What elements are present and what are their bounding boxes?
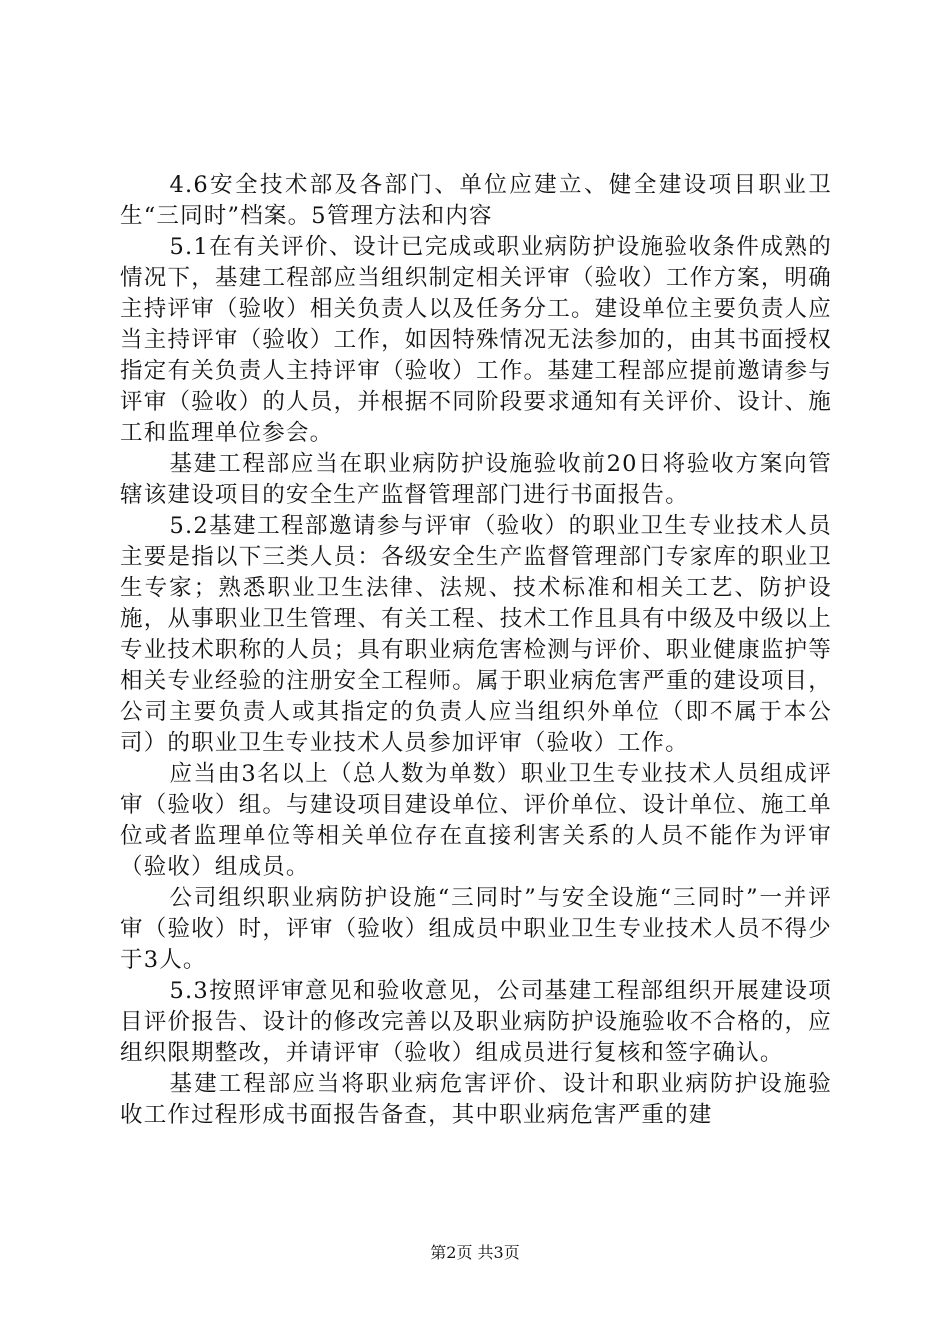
- paragraph-5-1: 5.1在有关评价、设计已完成或职业病防护设施验收条件成熟的情况下，基建工程部应当组织制定相关评审（验收）工作方案，明确主持评审（验收）相关负责人以及任务分工。建设单位主要负责人应当主持评审（验收）工作，如因特殊情况无法参加的，由其书面授权指定有关负责人主持评审（验收）工作。基建工程部应提前邀请参与评审（验收）的人员，并根据不同阶段要求通知有关评价、设计、施工和监理单位参会。: [120, 234, 832, 446]
- paragraph-4-6: 4.6安全技术部及各部门、单位应建立、健全建设项目职业卫生“三同时”档案。5管理方法和内容: [120, 172, 832, 229]
- page-footer: 第2页 共3页: [430, 1243, 520, 1262]
- paragraph-written-report: 基建工程部应当将职业病危害评价、设计和职业病防护设施验收工作过程形成书面报告备查，其中职业病危害严重的建: [120, 1071, 832, 1128]
- paragraph-5-3: 5.3按照评审意见和验收意见，公司基建工程部组织开展建设项目评价报告、设计的修改完善以及职业病防护设施验收不合格的，应组织限期整改，并请评审（验收）组成员进行复核和签字确认。: [120, 978, 832, 1066]
- document-body: [120, 170, 832, 1131]
- paragraph-review-group: 应当由3名以上（总人数为单数）职业卫生专业技术人员组成评审（验收）组。与建设项目建设单位、评价单位、设计单位、施工单位或者监理单位等相关单位存在直接利害关系的人员不能作为评审（验收）组成员。: [120, 761, 832, 880]
- paragraph-joint-review: 公司组织职业病防护设施“三同时”与安全设施“三同时”一并评审（验收）时，评审（验收）组成员中职业卫生专业技术人员不得少于3人。: [120, 885, 832, 973]
- paragraph-report-20-days: 基建工程部应当在职业病防护设施验收前20日将验收方案向管辖该建设项目的安全生产监督管理部门进行书面报告。: [120, 451, 832, 508]
- paragraph-5-2: 5.2基建工程部邀请参与评审（验收）的职业卫生专业技术人员主要是指以下三类人员：各级安全生产监督管理部门专家库的职业卫生专家；熟悉职业卫生法律、法规、技术标准和相关工艺、防护设施，从事职业卫生管理、有关工程、技术工作且具有中级及中级以上专业技术职称的人员；具有职业病危害检测与评价、职业健康监护等相关专业经验的注册安全工程师。属于职业病危害严重的建设项目，公司主要负责人或其指定的负责人应当组织外单位（即不属于本公司）的职业卫生专业技术人员参加评审（验收）工作。: [120, 513, 832, 756]
